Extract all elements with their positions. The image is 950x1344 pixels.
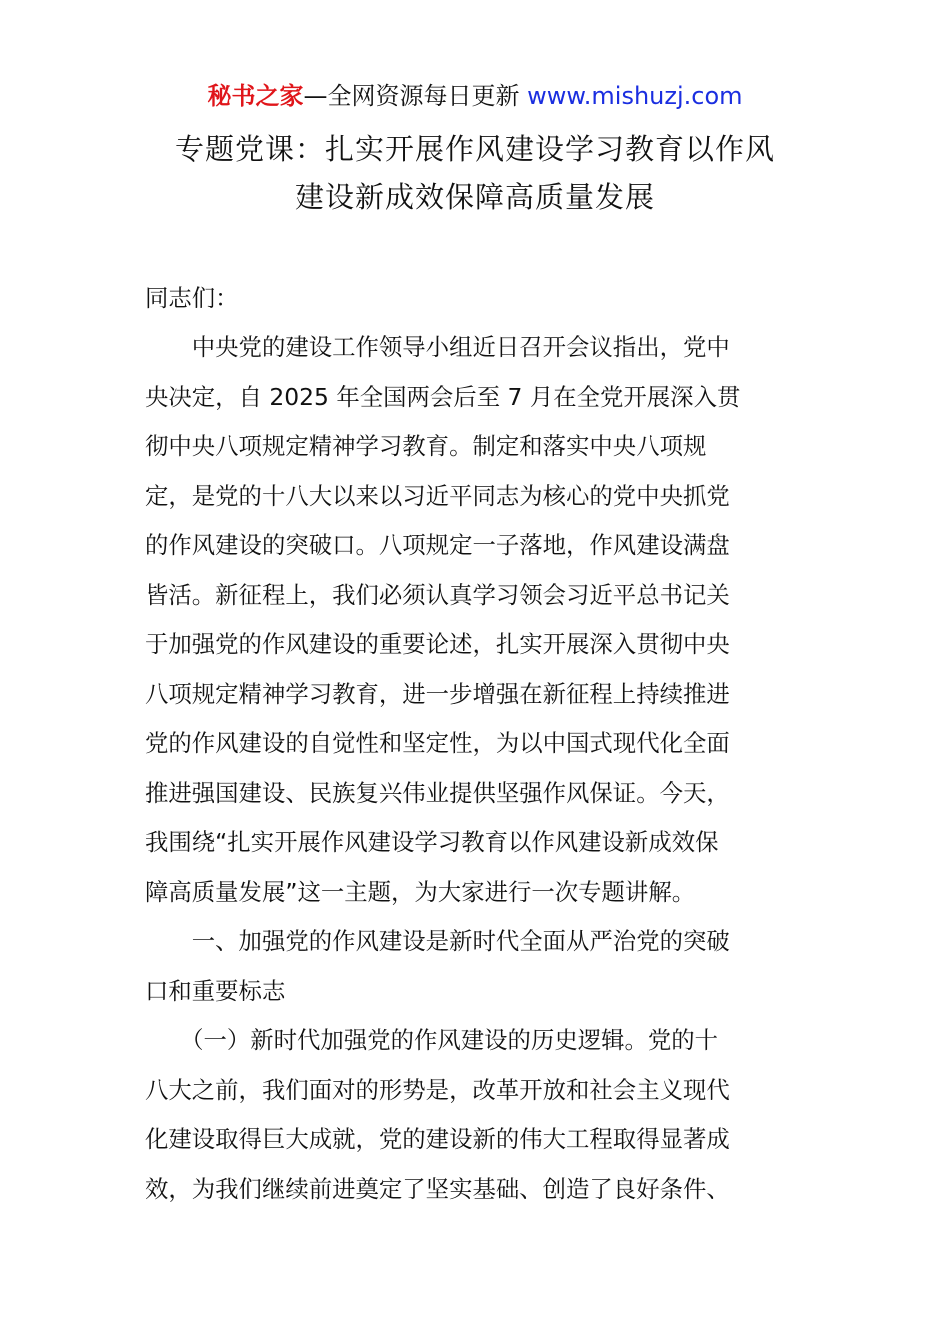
- paragraph-line: 党的作风建设的自觉性和坚定性，为以中国式现代化全面: [145, 729, 730, 757]
- paragraph-line: 效，为我们继续前进奠定了坚实基础、创造了良好条件、: [145, 1174, 730, 1203]
- site-banner: [0, 80, 950, 112]
- paragraph-subsection-1: [145, 1016, 805, 1214]
- paragraph-intro: [145, 323, 805, 917]
- site-url-link[interactable]: www.mishuzj.com: [527, 82, 743, 110]
- paragraph-line: 定，是党的十八大以来以习近平同志为核心的党中央抓党: [145, 481, 730, 510]
- paragraph-line: 化建设取得巨大成就，党的建设新的伟大工程取得显著成: [145, 1125, 730, 1153]
- document-title: [60, 125, 890, 221]
- paragraph-line: 于加强党的作风建设的重要论述，扎实开展深入贯彻中央: [145, 630, 730, 658]
- paragraph-line: 障高质量发展”这一主题，为大家进行一次专题讲解。: [145, 877, 696, 906]
- heading-line: 口和重要标志: [145, 976, 286, 1005]
- title-line-1: 专题党课：扎实开展作风建设学习教育以作风: [174, 132, 775, 166]
- paragraph-line: 彻中央八项规定精神学习教育。制定和落实中央八项规: [145, 432, 707, 460]
- paragraph-line: 的作风建设的突破口。八项规定一子落地，作风建设满盘: [145, 531, 730, 559]
- paragraph-line: （一）新时代加强党的作风建设的历史逻辑。党的十: [145, 1026, 719, 1054]
- heading-line: 一、加强党的作风建设是新时代全面从严治党的突破: [145, 927, 730, 955]
- paragraph-line: 推进强国建设、民族复兴伟业提供坚强作风保证。今天，: [145, 778, 730, 807]
- paragraph-line: 中央党的建设工作领导小组近日召开会议指出，党中: [145, 333, 730, 361]
- paragraph-line: 八项规定精神学习教育，进一步增强在新征程上持续推进: [145, 679, 730, 708]
- salutation: 同志们：: [145, 284, 239, 312]
- title-line-2: 建设新成效保障高质量发展: [294, 180, 655, 214]
- paragraph-line: 皆活。新征程上，我们必须认真学习领会习近平总书记关: [145, 580, 730, 609]
- paragraph-line: 八大之前，我们面对的形势是，改革开放和社会主义现代: [145, 1075, 730, 1104]
- paragraph-line: 央决定，自 2025 年全国两会后至 7 月在全党开展深入贯: [145, 382, 741, 411]
- section-heading-1: [145, 917, 805, 1016]
- paragraph-line: 我围绕“扎实开展作风建设学习教育以作风建设新成效保: [145, 828, 719, 856]
- brand-name: 秘书之家: [207, 82, 304, 110]
- banner-slogan: —全网资源每日更新: [303, 82, 520, 110]
